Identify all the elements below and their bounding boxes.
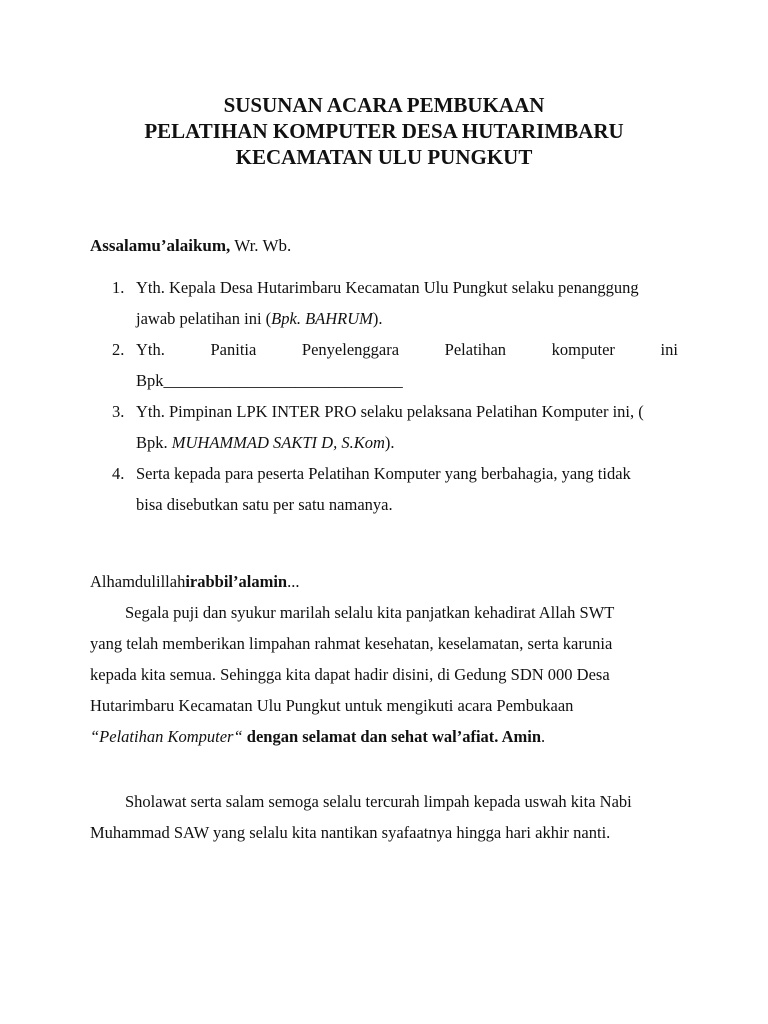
paragraph-sholawat — [90, 786, 678, 848]
hamdalah-plain: Alhamdulillah — [90, 572, 186, 591]
list-line — [136, 427, 678, 458]
list-word: Penyelenggara — [301, 340, 400, 359]
list-text: bisa disebutkan satu per satu namanya. — [136, 495, 393, 514]
list-text: jawab pelatihan ini ( — [136, 309, 272, 328]
list-word: Panitia — [210, 340, 257, 359]
event-name-italic: “Pelatihan Komputer“ — [90, 727, 243, 746]
list-text: Yth. Pimpinan LPK INTER PRO selaku pelaksana Pelatihan Komputer ini, ( — [136, 402, 644, 421]
list-text: Yth. Kepala Desa Hutarimbaru Kecamatan Ulu Pungkut selaku penanggung — [136, 278, 639, 297]
paragraph-text: Muhammad SAW yang selalu kita nantikan syafaatnya hingga hari akhir nanti. — [90, 823, 611, 842]
paragraph-line — [90, 597, 678, 628]
paragraph-line — [90, 786, 678, 817]
list-line — [136, 303, 678, 334]
paragraph-text: yang telah memberikan limpahan rahmat kesehatan, keselamatan, serta karunia — [90, 634, 613, 653]
list-line-justified — [136, 334, 678, 365]
paragraph-line — [90, 659, 678, 690]
list-line — [136, 458, 678, 489]
list-line — [136, 272, 678, 303]
list-item — [90, 272, 678, 334]
list-number: 1. — [112, 278, 125, 297]
paragraph-bold: dengan selamat dan sehat wal’afiat — [242, 727, 495, 746]
hamdalah-bold: irabbil’alamin — [185, 572, 288, 591]
paragraph-line — [90, 628, 678, 659]
paragraph-text: . — [541, 727, 546, 746]
list-item — [90, 334, 678, 396]
list-item — [90, 396, 678, 458]
paragraph-line — [90, 721, 678, 752]
list-blank-field: Bpk_____________________________ — [136, 371, 403, 390]
amin-text: Amin — [501, 727, 542, 746]
list-word: ini — [660, 340, 678, 359]
paragraph-text: Hutarimbaru Kecamatan Ulu Pungkut untuk mengikuti acara Pembukaan — [90, 696, 574, 715]
list-word: Yth. — [136, 340, 165, 359]
list-text-italic: Bpk. BAHRUM — [271, 309, 373, 328]
list-number: 2. — [112, 340, 125, 359]
list-word: Pelatihan — [444, 340, 507, 359]
list-line — [136, 489, 678, 520]
title-line-2: PELATIHAN KOMPUTER DESA HUTARIMBARU — [144, 119, 624, 143]
list-text: Bpk. — [136, 433, 172, 452]
document-title — [0, 92, 768, 170]
list-word: komputer — [551, 340, 615, 359]
greeting-rest: Wr. Wb. — [230, 236, 292, 255]
list-line — [136, 365, 678, 396]
list-item — [90, 458, 678, 520]
title-line-1: SUSUNAN ACARA PEMBUKAAN — [223, 93, 545, 117]
paragraph-line — [90, 817, 678, 848]
addressee-list — [90, 272, 678, 520]
hamdalah-tail: ... — [287, 572, 300, 591]
paragraph-text: Segala puji dan syukur marilah selalu kita panjatkan kehadirat Allah SWT — [125, 603, 615, 622]
paragraph-opening — [90, 597, 678, 752]
title-line-3: KECAMATAN ULU PUNGKUT — [235, 145, 533, 169]
list-number: 3. — [112, 402, 125, 421]
paragraph-line — [90, 690, 678, 721]
list-text: Serta kepada para peserta Pelatihan Komputer yang berbahagia, yang tidak — [136, 464, 631, 483]
paragraph-text: Sholawat serta salam semoga selalu tercurah limpah kepada uswah kita Nabi — [125, 792, 632, 811]
list-number: 4. — [112, 464, 125, 483]
greeting — [90, 234, 291, 258]
hamdalah — [90, 566, 678, 597]
list-text: ). — [372, 309, 383, 328]
greeting-bold: Assalamu’alaikum, — [90, 236, 231, 255]
list-text-italic: MUHAMMAD SAKTI D, S.Kom — [171, 433, 385, 452]
paragraph-bold: . — [494, 727, 502, 746]
list-line — [136, 396, 678, 427]
list-text: ). — [384, 433, 395, 452]
hamdalah-line — [90, 566, 678, 597]
paragraph-text: kepada kita semua. Sehingga kita dapat hadir disini, di Gedung SDN 000 Desa — [90, 665, 610, 684]
